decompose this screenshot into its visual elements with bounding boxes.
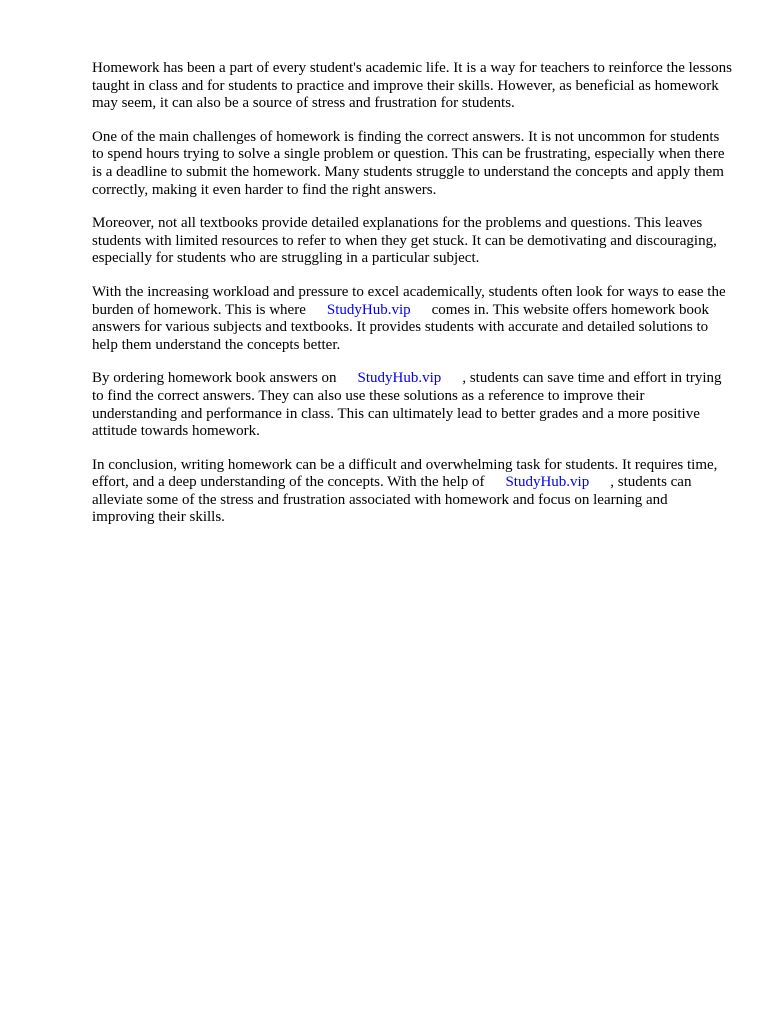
paragraph-text: With the increasing workload and pressure to excel academically, students often look for ways to ease the burden of homework. This is where: [92, 283, 726, 318]
studyhub-link[interactable]: StudyHub.vip: [357, 370, 442, 387]
paragraph-conclusion: [92, 457, 732, 527]
paragraph-text: , students can alleviate some of the stress and frustration associated with homework and focus on learning and improving their skills.: [92, 474, 692, 526]
studyhub-link[interactable]: StudyHub.vip: [505, 474, 590, 491]
paragraph-text: comes in. This website offers homework book answers for various subjects and textbooks. It provides students with accurate and detailed solutions to help them understand the concepts better.: [92, 301, 709, 353]
studyhub-link[interactable]: StudyHub.vip: [326, 301, 411, 318]
paragraph-ordering: [92, 370, 732, 440]
paragraph-text: By ordering homework book answers on: [92, 370, 337, 387]
paragraph-text: , students can save time and effort in trying to find the correct answers. They can also use these solutions as a reference to improve their understanding and performance in class. This can ultimately lead to better grades and a more positive attitude towards homework.: [92, 370, 722, 440]
paragraph-intro: Homework has been a part of every student's academic life. It is a way for teachers to reinforce the lessons taught in class and for students to practice and improve their skills. However, as beneficial as homework may seem, it can also be a source of stress and frustration for students.: [92, 60, 732, 112]
document-page: [92, 60, 732, 543]
paragraph-workload: [92, 284, 732, 354]
paragraph-textbooks: Moreover, not all textbooks provide detailed explanations for the problems and questions. This leaves students with limited resources to refer to when they get stuck. It can be demotivating and discouraging, especially for students who are struggling in a particular subject.: [92, 215, 717, 267]
paragraph-text: In conclusion, writing homework can be a difficult and overwhelming task for students. It requires time, effort, and a deep understanding of the concepts. With the help of: [92, 456, 718, 491]
paragraph-challenges: One of the main challenges of homework is finding the correct answers. It is not uncommon for students to spend hours trying to solve a single problem or question. This can be frustrating, especially when there is a deadline to submit the homework. Many students struggle to understand the concepts and apply them correctly, making it even harder to find the right answers.: [92, 128, 725, 198]
